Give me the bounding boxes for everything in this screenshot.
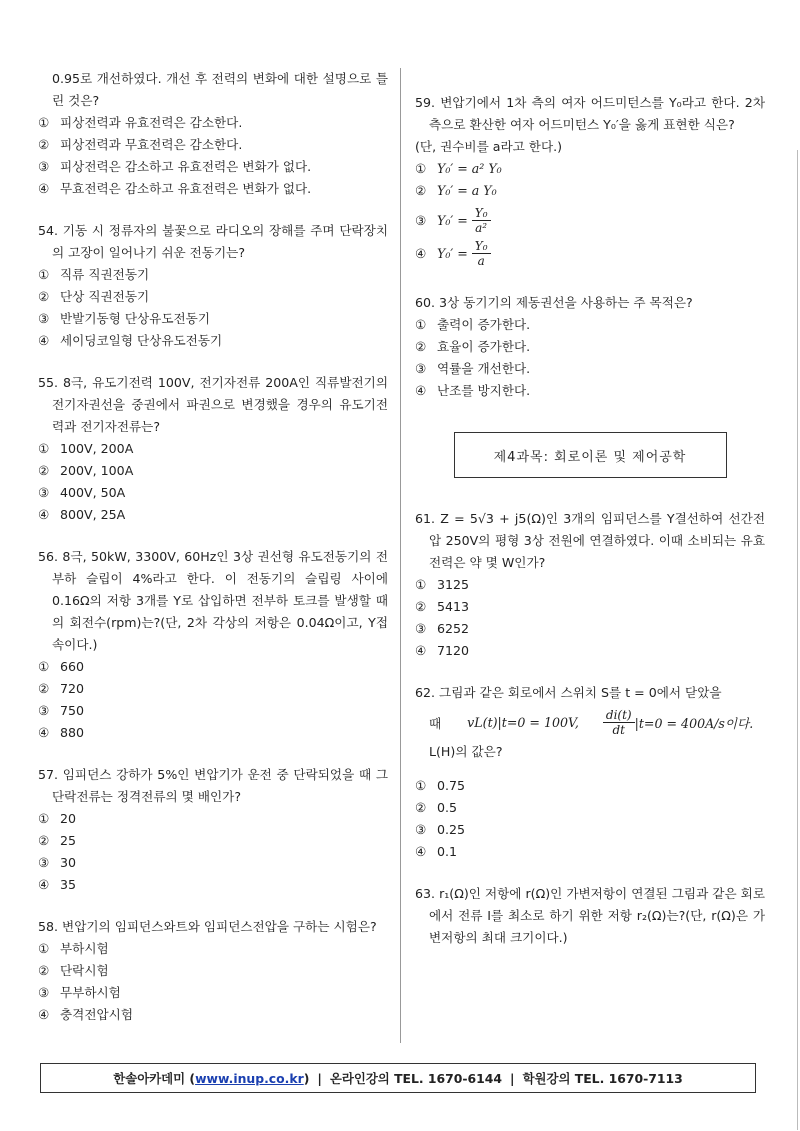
option-text: 무효전력은 감소하고 유효전력은 변화가 없다.: [60, 181, 312, 196]
option-text: 출력이 증가한다.: [437, 317, 531, 332]
academy-link[interactable]: www.inup.co.kr: [195, 1070, 304, 1086]
question-stem: 62. 그림과 같은 회로에서 스위치 S를 t = 0에서 닫았을: [415, 685, 722, 700]
question-stem: 58. 변압기의 임피던스와트와 임피던스전압을 구하는 시험은?: [38, 919, 377, 934]
option-marker: ③: [415, 213, 427, 228]
option-marker: ②: [38, 137, 50, 152]
option-marker: ③: [415, 361, 427, 376]
option-2: [38, 286, 388, 308]
option-1: [415, 158, 765, 180]
option-4: [38, 504, 388, 526]
fraction: [472, 206, 491, 235]
option-text: 단상 직권전동기: [60, 289, 150, 304]
option-text: 충격전압시험: [60, 1007, 133, 1022]
option-4: [38, 178, 388, 200]
option-3: [38, 156, 388, 178]
option-marker: ①: [415, 577, 427, 592]
option-marker: ③: [38, 703, 50, 718]
option-3: [415, 206, 765, 235]
option-text: 3125: [437, 577, 470, 592]
option-marker: ③: [415, 822, 427, 837]
question-stem: L(H)의 값은?: [429, 744, 503, 759]
option-marker: ③: [38, 855, 50, 870]
option-1: [415, 574, 765, 596]
option-text: 880: [60, 725, 85, 740]
option-3: [38, 982, 388, 1004]
option-lhs: Y₀′ =: [437, 246, 468, 261]
left-column: [38, 68, 388, 1026]
option-text: 660: [60, 659, 85, 674]
option-2: [38, 460, 388, 482]
option-text: 0.25: [437, 822, 466, 837]
question-stem: 59. 변압기에서 1차 측의 여자 어드미턴스를 Y₀라고 한다. 2차 측으로 환산한 여자 어드미턴스 Y₀′을 옳게 표현한 식은?: [415, 95, 765, 132]
question-60: [415, 292, 765, 402]
option-marker: ③: [38, 311, 50, 326]
option-text: 750: [60, 703, 85, 718]
option-text: 30: [60, 855, 77, 870]
option-4: [415, 380, 765, 402]
question-stem: 56. 8극, 50kW, 3300V, 60Hz인 3상 권선형 유도전동기의 전부하 슬립이 4%라고 한다. 이 전동기의 슬립링 사이에 0.16Ω의 저항 3개를 Y로 삽입하면 전부하 토크를 발생할 때의 회전수(rpm)는?(단, 2차 각상의 저항은 0.04Ω이고, Y접속이다.): [38, 549, 388, 652]
option-1: [38, 656, 388, 678]
question-57: [38, 764, 388, 896]
option-marker: ④: [38, 507, 50, 522]
subject-heading: 제4과목: 회로이론 및 제어공학: [493, 449, 687, 465]
option-marker: ④: [38, 181, 50, 196]
page-edge-line: [797, 150, 798, 1130]
option-text: 100V, 200A: [60, 441, 134, 456]
option-marker: ②: [38, 681, 50, 696]
online-phone: 온라인강의 TEL. 1670-6144: [329, 1071, 503, 1086]
column-divider: [400, 68, 401, 1043]
option-1: [38, 264, 388, 286]
option-4: [415, 239, 765, 268]
option-2: [38, 960, 388, 982]
option-marker: ①: [38, 441, 50, 456]
option-marker: ④: [38, 1007, 50, 1022]
fraction-numerator: di(t): [603, 708, 635, 723]
stem-formula: vL(t)|t=0 = 100V,: [467, 715, 579, 730]
option-marker: ②: [415, 599, 427, 614]
option-3: [38, 700, 388, 722]
question-stem: 57. 임피던스 강하가 5%인 변압기가 운전 중 단락되었을 때 그 단락전류는 정격전류의 몇 배인가?: [38, 767, 388, 804]
option-3: [38, 482, 388, 504]
question-stem: 63. r₁(Ω)인 저항에 r(Ω)인 가변저항이 연결된 그림과 같은 회로에서 전류 I를 최소로 하기 위한 저항 r₂(Ω)는?(단, r(Ω)은 가변저항의 최대 크기이다.): [415, 886, 765, 945]
option-1: [415, 314, 765, 336]
option-marker: ④: [38, 725, 50, 740]
option-text: 피상전력과 유효전력은 감소한다.: [60, 115, 243, 130]
option-2: [415, 180, 765, 202]
question-62: [415, 682, 765, 863]
option-text: 0.1: [437, 844, 458, 859]
footer-bar: [40, 1063, 756, 1093]
option-text: 0.75: [437, 778, 466, 793]
question-stem: 0.95로 개선하였다. 개선 후 전력의 변화에 대한 설명으로 틀린 것은?: [52, 71, 388, 108]
fraction-denominator: a²: [475, 221, 488, 235]
question-stem: 60. 3상 동기기의 제동권선을 사용하는 주 목적은?: [415, 295, 693, 310]
question-59: [415, 92, 765, 268]
option-text: 피상전력은 감소하고 유효전력은 변화가 없다.: [60, 159, 312, 174]
option-4: [38, 722, 388, 744]
option-text: Y₀′ = a² Y₀: [437, 161, 502, 176]
option-4: [38, 330, 388, 352]
option-text: 720: [60, 681, 85, 696]
question-61: [415, 508, 765, 662]
option-marker: ④: [38, 877, 50, 892]
stem-text: 때: [429, 716, 442, 731]
academy-name: 한솔아카데미 (: [113, 1071, 196, 1086]
option-1: [38, 938, 388, 960]
option-marker: ②: [38, 833, 50, 848]
question-53-continued: [38, 68, 388, 200]
option-text: 5413: [437, 599, 470, 614]
question-note: (단, 권수비를 a라고 한다.): [415, 139, 563, 154]
option-3: [415, 358, 765, 380]
option-1: [38, 438, 388, 460]
right-column: [415, 92, 765, 949]
question-stem-formula: [415, 708, 765, 737]
option-text: 직류 직권전동기: [60, 267, 150, 282]
option-marker: ④: [415, 844, 427, 859]
option-text: 6252: [437, 621, 470, 636]
option-1: [38, 808, 388, 830]
option-text: 역률을 개선한다.: [437, 361, 531, 376]
option-2: [415, 336, 765, 358]
option-marker: ②: [38, 963, 50, 978]
option-lhs: Y₀′ =: [437, 213, 468, 228]
stem-formula: |t=0 = 400A/s이다.: [634, 716, 754, 731]
option-text: 7120: [437, 643, 470, 658]
academy-name-close: ): [303, 1070, 310, 1086]
option-marker: ④: [415, 383, 427, 398]
option-marker: ②: [415, 339, 427, 354]
option-text: 800V, 25A: [60, 507, 126, 522]
question-stem: 55. 8극, 유도기전력 100V, 전기자전류 200A인 직류발전기의 전기자권선을 중권에서 파권으로 변경했을 경우의 유도기전력과 전기자전류는?: [38, 375, 388, 434]
option-marker: ①: [415, 778, 427, 793]
option-2: [38, 134, 388, 156]
option-4: [415, 640, 765, 662]
option-marker: ①: [38, 811, 50, 826]
question-56: [38, 546, 388, 744]
question-55: [38, 372, 388, 526]
option-marker: ①: [38, 115, 50, 130]
offline-phone: 학원강의 TEL. 1670-7113: [522, 1071, 683, 1086]
option-3: [415, 819, 765, 841]
option-marker: ②: [38, 463, 50, 478]
option-1: [38, 112, 388, 134]
option-3: [38, 308, 388, 330]
option-text: 무부하시험: [60, 985, 121, 1000]
option-text: 20: [60, 811, 77, 826]
fraction-numerator: Y₀: [472, 206, 491, 221]
fraction-denominator: dt: [612, 723, 626, 737]
option-marker: ①: [415, 161, 427, 176]
footer-separator: |: [317, 1070, 322, 1086]
fraction-numerator: Y₀: [472, 239, 491, 254]
option-4: [38, 1004, 388, 1026]
option-text: 0.5: [437, 800, 458, 815]
option-marker: ④: [415, 246, 427, 261]
fraction-denominator: a: [477, 254, 485, 268]
option-text: 피상전력과 무효전력은 감소한다.: [60, 137, 243, 152]
option-4: [38, 874, 388, 896]
question-stem: 54. 기동 시 정류자의 불꽃으로 라디오의 장해를 주며 단락장치의 고장이 일어나기 쉬운 전동기는?: [38, 223, 388, 260]
option-2: [38, 678, 388, 700]
option-text: 세이딩코일형 단상유도전동기: [60, 333, 223, 348]
footer-separator: |: [510, 1070, 515, 1086]
option-marker: ②: [415, 800, 427, 815]
subject-heading-box: [454, 432, 727, 478]
option-marker: ③: [38, 485, 50, 500]
option-text: 35: [60, 877, 77, 892]
option-2: [415, 797, 765, 819]
option-4: [415, 841, 765, 863]
option-marker: ③: [38, 985, 50, 1000]
option-1: [415, 775, 765, 797]
fraction: [603, 708, 635, 737]
option-marker: ①: [415, 317, 427, 332]
option-2: [415, 596, 765, 618]
option-text: 400V, 50A: [60, 485, 126, 500]
option-3: [38, 852, 388, 874]
option-2: [38, 830, 388, 852]
question-63: [415, 883, 765, 949]
option-text: 25: [60, 833, 77, 848]
option-text: 효율이 증가한다.: [437, 339, 531, 354]
option-marker: ④: [415, 643, 427, 658]
question-stem: 61. Z = 5√3 + j5(Ω)인 3개의 임피던스를 Y결선하여 선간전압 250V의 평형 3상 전원에 연결하였다. 이때 소비되는 유효전력은 약 몇 W인가?: [415, 511, 765, 570]
option-marker: ①: [38, 267, 50, 282]
option-text: Y₀′ = a Y₀: [437, 183, 497, 198]
option-marker: ②: [415, 183, 427, 198]
fraction: [472, 239, 491, 268]
option-text: 부하시험: [60, 941, 109, 956]
option-text: 난조를 방지한다.: [437, 383, 531, 398]
option-text: 반발기동형 단상유도전동기: [60, 311, 210, 326]
option-text: 단락시험: [60, 963, 109, 978]
option-marker: ③: [415, 621, 427, 636]
option-marker: ③: [38, 159, 50, 174]
option-text: 200V, 100A: [60, 463, 134, 478]
question-54: [38, 220, 388, 352]
option-marker: ①: [38, 659, 50, 674]
option-marker: ④: [38, 333, 50, 348]
question-58: [38, 916, 388, 1026]
option-marker: ①: [38, 941, 50, 956]
option-marker: ②: [38, 289, 50, 304]
option-3: [415, 618, 765, 640]
